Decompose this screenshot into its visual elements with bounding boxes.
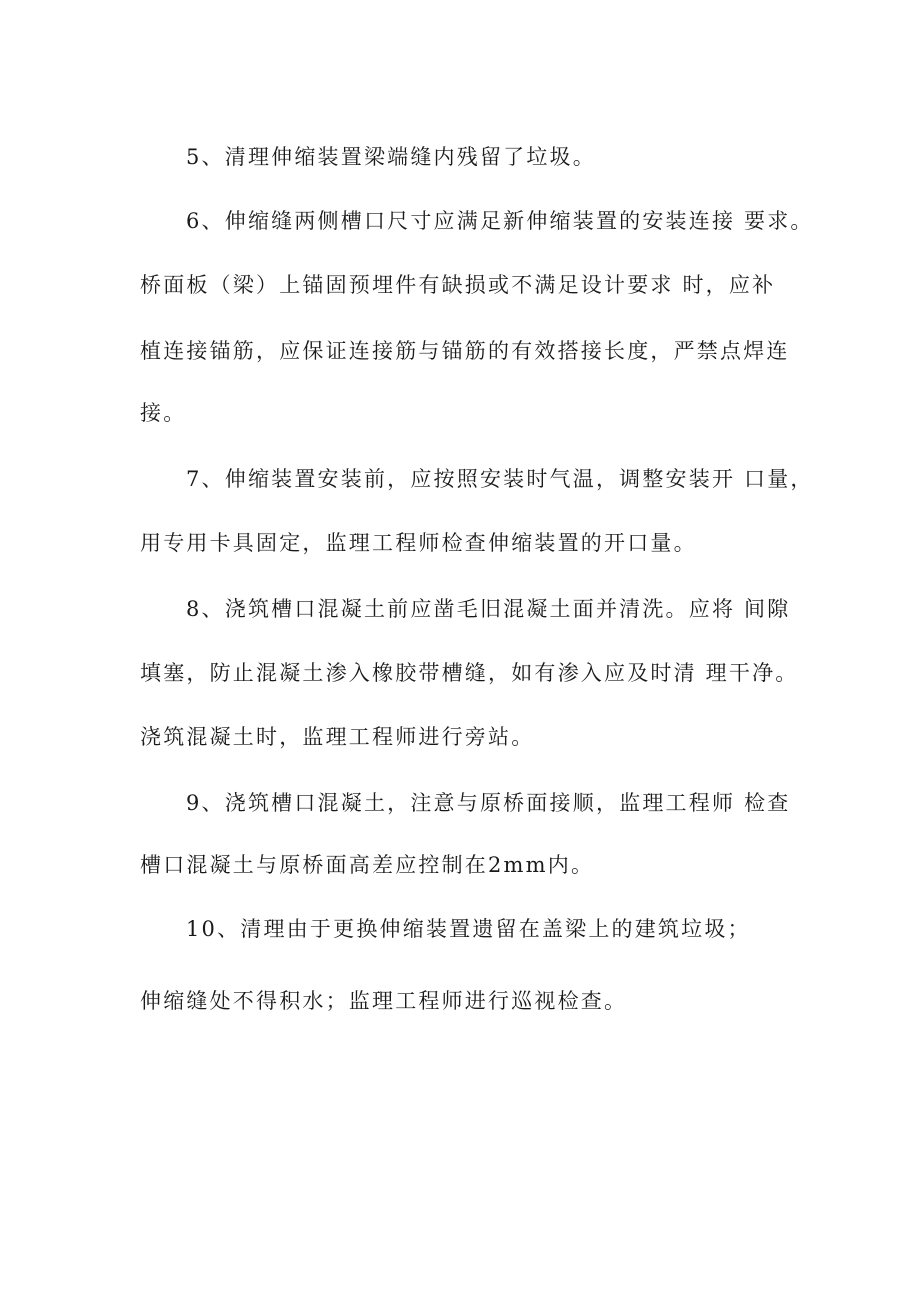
paragraph-10-line-1: 10、清理由于更换伸缩装置遗留在盖梁上的建筑垃圾；: [186, 917, 751, 941]
paragraph-8-line-3: 浇筑混凝土时，监理工程师进行旁站。: [140, 725, 535, 749]
paragraph-10-line-2: 伸缩缝处不得积水；监理工程师进行巡视检查。: [140, 989, 628, 1013]
paragraph-5-line-1: 5、清理伸缩装置梁端缝内残留了垃圾。: [186, 145, 596, 169]
paragraph-9-line-2: 槽口混凝土与原桥面高差应控制在2mm内。: [140, 853, 595, 877]
paragraph-7-line-1: 7、伸缩装置安装前，应按照安装时气温，调整安装开 口量，: [186, 467, 814, 491]
paragraph-6-line-2: 桥面板（梁）上锚固预埋件有缺损或不满足设计要求 时，应补: [140, 273, 776, 297]
paragraph-6-line-3: 植连接锚筋，应保证连接筋与锚筋的有效搭接长度，严禁点焊连: [140, 339, 790, 363]
paragraph-9-line-1: 9、浇筑槽口混凝土，注意与原桥面接顺，监理工程师 检查: [186, 791, 791, 815]
paragraph-8-line-2: 填塞，防止混凝土渗入橡胶带槽缝，如有渗入应及时清 理干净。: [140, 661, 799, 685]
paragraph-6-line-1: 6、伸缩缝两侧槽口尺寸应满足新伸缩装置的安装连接 要求。: [186, 209, 814, 233]
paragraph-6-line-4: 接。: [140, 401, 187, 425]
paragraph-8-line-1: 8、浇筑槽口混凝土前应凿毛旧混凝土面并清洗。应将 间隙: [186, 597, 791, 621]
paragraph-7-line-2: 用专用卡具固定，监理工程师检查伸缩装置的开口量。: [140, 531, 697, 555]
